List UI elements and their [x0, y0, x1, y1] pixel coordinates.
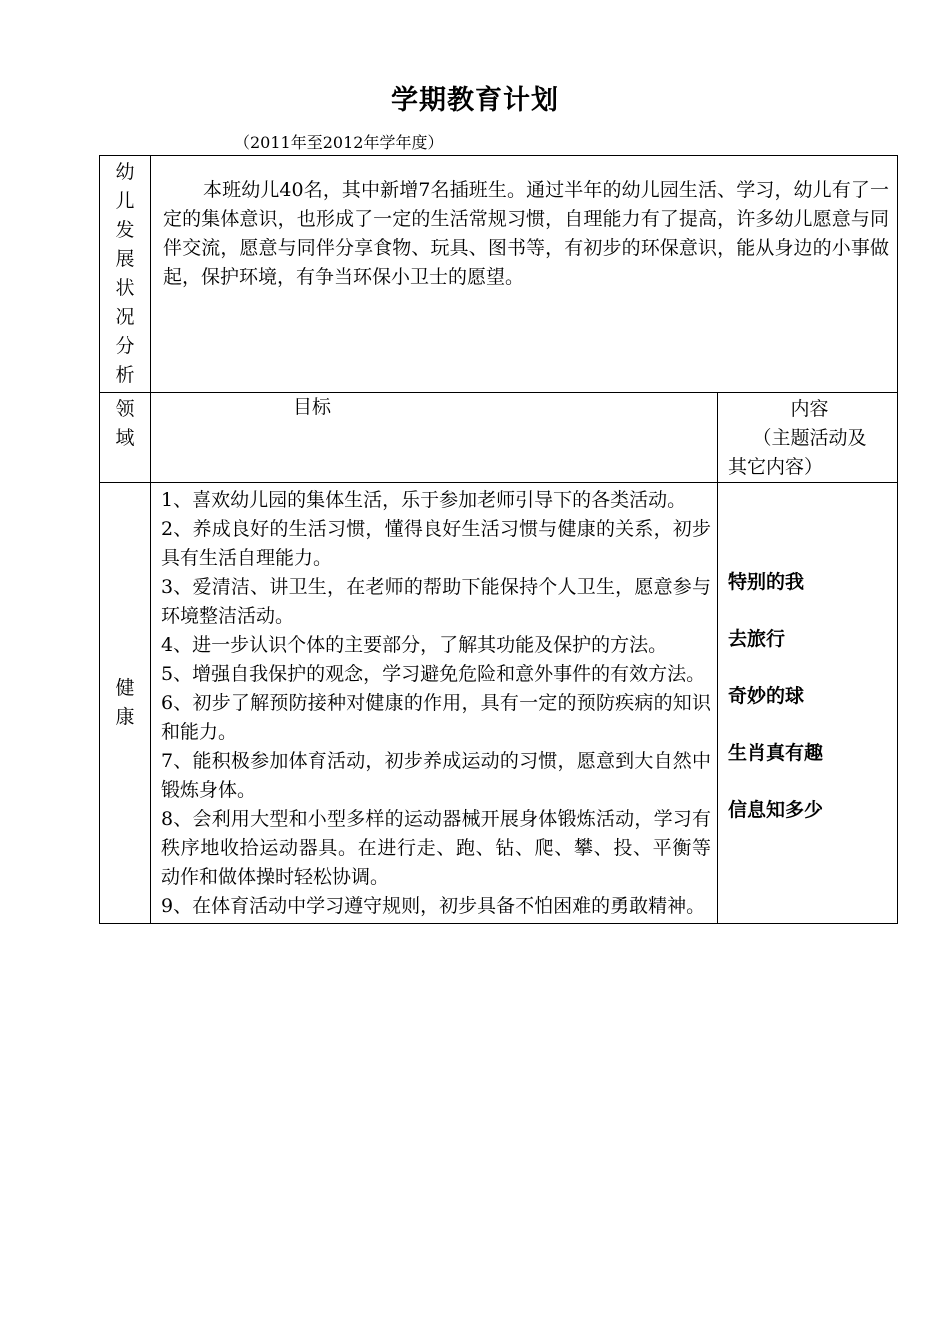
analysis-text: 本班幼儿40名，其中新增7名插班生。通过半年的幼儿园生活、学习，幼儿有了一定的集体意识，也形成了一定的生活常规习惯，自理能力有了提高，许多幼儿愿意与同伴交流，愿意与同伴分享食物、玩具、图书等，有初步的环保意识，能从身边的小事做起，保护环境，有争当环保小卫士的愿望。: [151, 156, 898, 393]
theme-item: 特别的我: [728, 570, 805, 593]
goal-item: 2、养成良好的生活习惯，懂得良好生活习惯与健康的关系，初步具有生活自理能力。: [161, 518, 711, 569]
target-header: 目标: [151, 393, 718, 483]
analysis-label-char: 展: [115, 248, 135, 270]
goal-item: 3、爱清洁、讲卫生，在老师的帮助下能保持个人卫生，愿意参与环境整洁活动。: [161, 576, 711, 627]
analysis-label-char: 分: [115, 335, 135, 357]
health-label-char: 健: [115, 677, 135, 699]
analysis-label-char: 发: [115, 219, 135, 241]
theme-item: 奇妙的球: [728, 684, 805, 707]
health-label-char: 康: [115, 706, 135, 728]
domain-header-char: 域: [115, 427, 135, 449]
goal-item: 5、增强自我保护的观念，学习避免危险和意外事件的有效方法。: [161, 663, 706, 685]
health-label: [100, 483, 151, 924]
analysis-label-char: 况: [115, 306, 135, 328]
analysis-label-char: 儿: [115, 190, 135, 212]
analysis-label: [100, 156, 151, 393]
goal-item: 8、会利用大型和小型多样的运动器械开展身体锻炼活动，学习有秩序地收拾运动器具。在进行走、跑、钻、爬、攀、投、平衡等动作和做体操时轻松协调。: [161, 808, 711, 888]
document-title: 学期教育计划: [391, 85, 559, 116]
goal-item: 1、喜欢幼儿园的集体生活，乐于参加老师引导下的各类活动。: [161, 489, 687, 511]
content-header-line: 内容: [790, 398, 829, 420]
goal-item: 4、进一步认识个体的主要部分，了解其功能及保护的方法。: [161, 634, 668, 656]
health-themes: [718, 483, 898, 924]
goal-item: 7、能积极参加体育活动，初步养成运动的习惯，愿意到大自然中锻炼身体。: [161, 750, 711, 801]
theme-item: 生肖真有趣: [728, 741, 824, 764]
analysis-row: [100, 156, 898, 393]
theme-item: 去旅行: [728, 627, 786, 650]
document-subtitle: （2011年至2012年学年度）: [234, 133, 444, 152]
goal-item: 9、在体育活动中学习遵守规则，初步具备不怕困难的勇敢精神。: [161, 895, 706, 917]
domain-header-char: 领: [115, 398, 135, 420]
content-header-line: （主题活动及: [752, 427, 867, 449]
plan-table: [99, 155, 898, 924]
goal-item: 6、初步了解预防接种对健康的作用，具有一定的预防疾病的知识和能力。: [161, 692, 711, 743]
health-row: [100, 483, 898, 924]
analysis-label-char: 析: [115, 364, 135, 386]
theme-item: 信息知多少: [728, 798, 824, 821]
content-header-line: 其它内容）: [728, 456, 824, 478]
health-goals: [151, 483, 718, 924]
header-row: [100, 393, 898, 483]
analysis-label-char: 幼: [115, 161, 135, 183]
domain-header: [100, 393, 151, 483]
content-header: [718, 393, 898, 483]
analysis-label-char: 状: [115, 277, 135, 299]
